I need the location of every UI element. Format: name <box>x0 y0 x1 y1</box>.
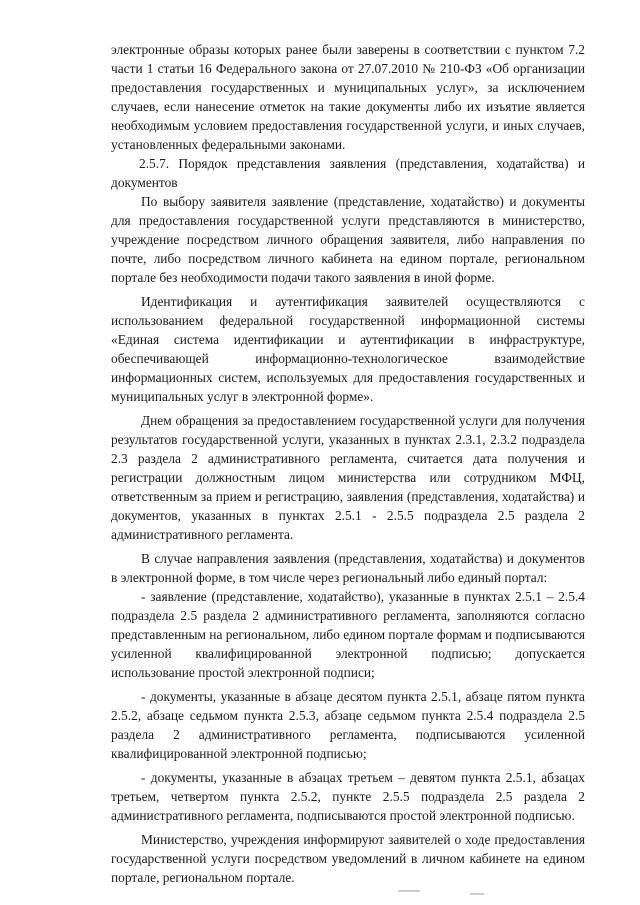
paragraph-notifications: Министерство, учреждения информируют заявителей о ходе предоставления государственной услуги посредством уведомлений в личном кабинете на едином портале, региональном портале. <box>111 832 585 885</box>
paragraph-electronic-submission: В случае направления заявления (представления, ходатайства) и документов в электронной форме, в том числе через региональный либо единый портал: <box>111 551 585 585</box>
document-page <box>111 40 585 887</box>
list-item-simple-signature: - документы, указанные в абзацах третьем – девятом пункта 2.5.1, абзацах третьем, четвертом пункта 2.5.2, пункте 2.5.5 подраздела 2.5 раздела 2 административного регламента, подписываются простой электронной подписью. <box>111 770 585 823</box>
paragraph-application-date: Днем обращения за предоставлением государственной услуги для получения результатов государственной услуги, указанных в пунктах 2.3.1, 2.3.2 подраздела 2.3 раздела 2 административного регламента, считается дата получения и регистрации должностным лицом министерства или сотрудником МФЦ, ответственным за прием и регистрацию, заявления (представления, ходатайства) и документов, указанных в пунктах 2.5.1 - 2.5.5 подраздела 2.5 раздела 2 административного регламента. <box>111 413 585 542</box>
scan-artifact-mark <box>470 893 484 895</box>
scan-artifact-mark <box>398 890 420 892</box>
section-heading-2-5-7: 2.5.7. Порядок представления заявления (представления, ходатайства) и документов <box>111 156 585 190</box>
list-item-qualified-signature: - документы, указанные в абзаце десятом пункта 2.5.1, абзаце пятом пункта 2.5.2, абзаце седьмом пункта 2.5.3, абзаце седьмом пункта 2.5.4 подраздела 2.5 раздела 2 административного регламента, подписываются усиленной квалифицированной электронной подписью; <box>111 689 585 761</box>
paragraph-identification: Идентификация и аутентификация заявителей осуществляются с использованием федеральной государственной информационной системы «Единая система идентификации и аутентификации в инфраструктуре, обеспечивающей информационно-технологическое взаимодействие информационных систем, используемых для предоставления государственных и муниципальных услуг в электронной форме». <box>111 294 585 404</box>
paragraph-submission-options: По выбору заявителя заявление (представление, ходатайство) и документы для предоставления государственной услуги представляются в министерство, учреждение посредством личного обращения заявителя, либо направления по почте, либо посредством личного кабинета на едином портале, региональном портале без необходимости подачи такого заявления в иной форме. <box>111 194 585 285</box>
list-item-application-signature: - заявление (представление, ходатайство), указанные в пунктах 2.5.1 – 2.5.4 подраздела 2.5 раздела 2 административного регламента, заполняются согласно представленным на региональном, либо едином портале формам и подписываются усиленной квалифицированной электронной подписью; допускается использование простой электронной подписи; <box>111 589 585 680</box>
paragraph-continuation: электронные образы которых ранее были заверены в соответствии с пунктом 7.2 части 1 статьи 16 Федерального закона от 27.07.2010 № 210-ФЗ «Об организации предоставления государственных и муниципальных услуг», за исключением случаев, если нанесение отметок на такие документы либо их изъятие является необходимым условием предоставления государственной услуги, и иных случаев, установленных федеральными законами. <box>111 42 585 152</box>
